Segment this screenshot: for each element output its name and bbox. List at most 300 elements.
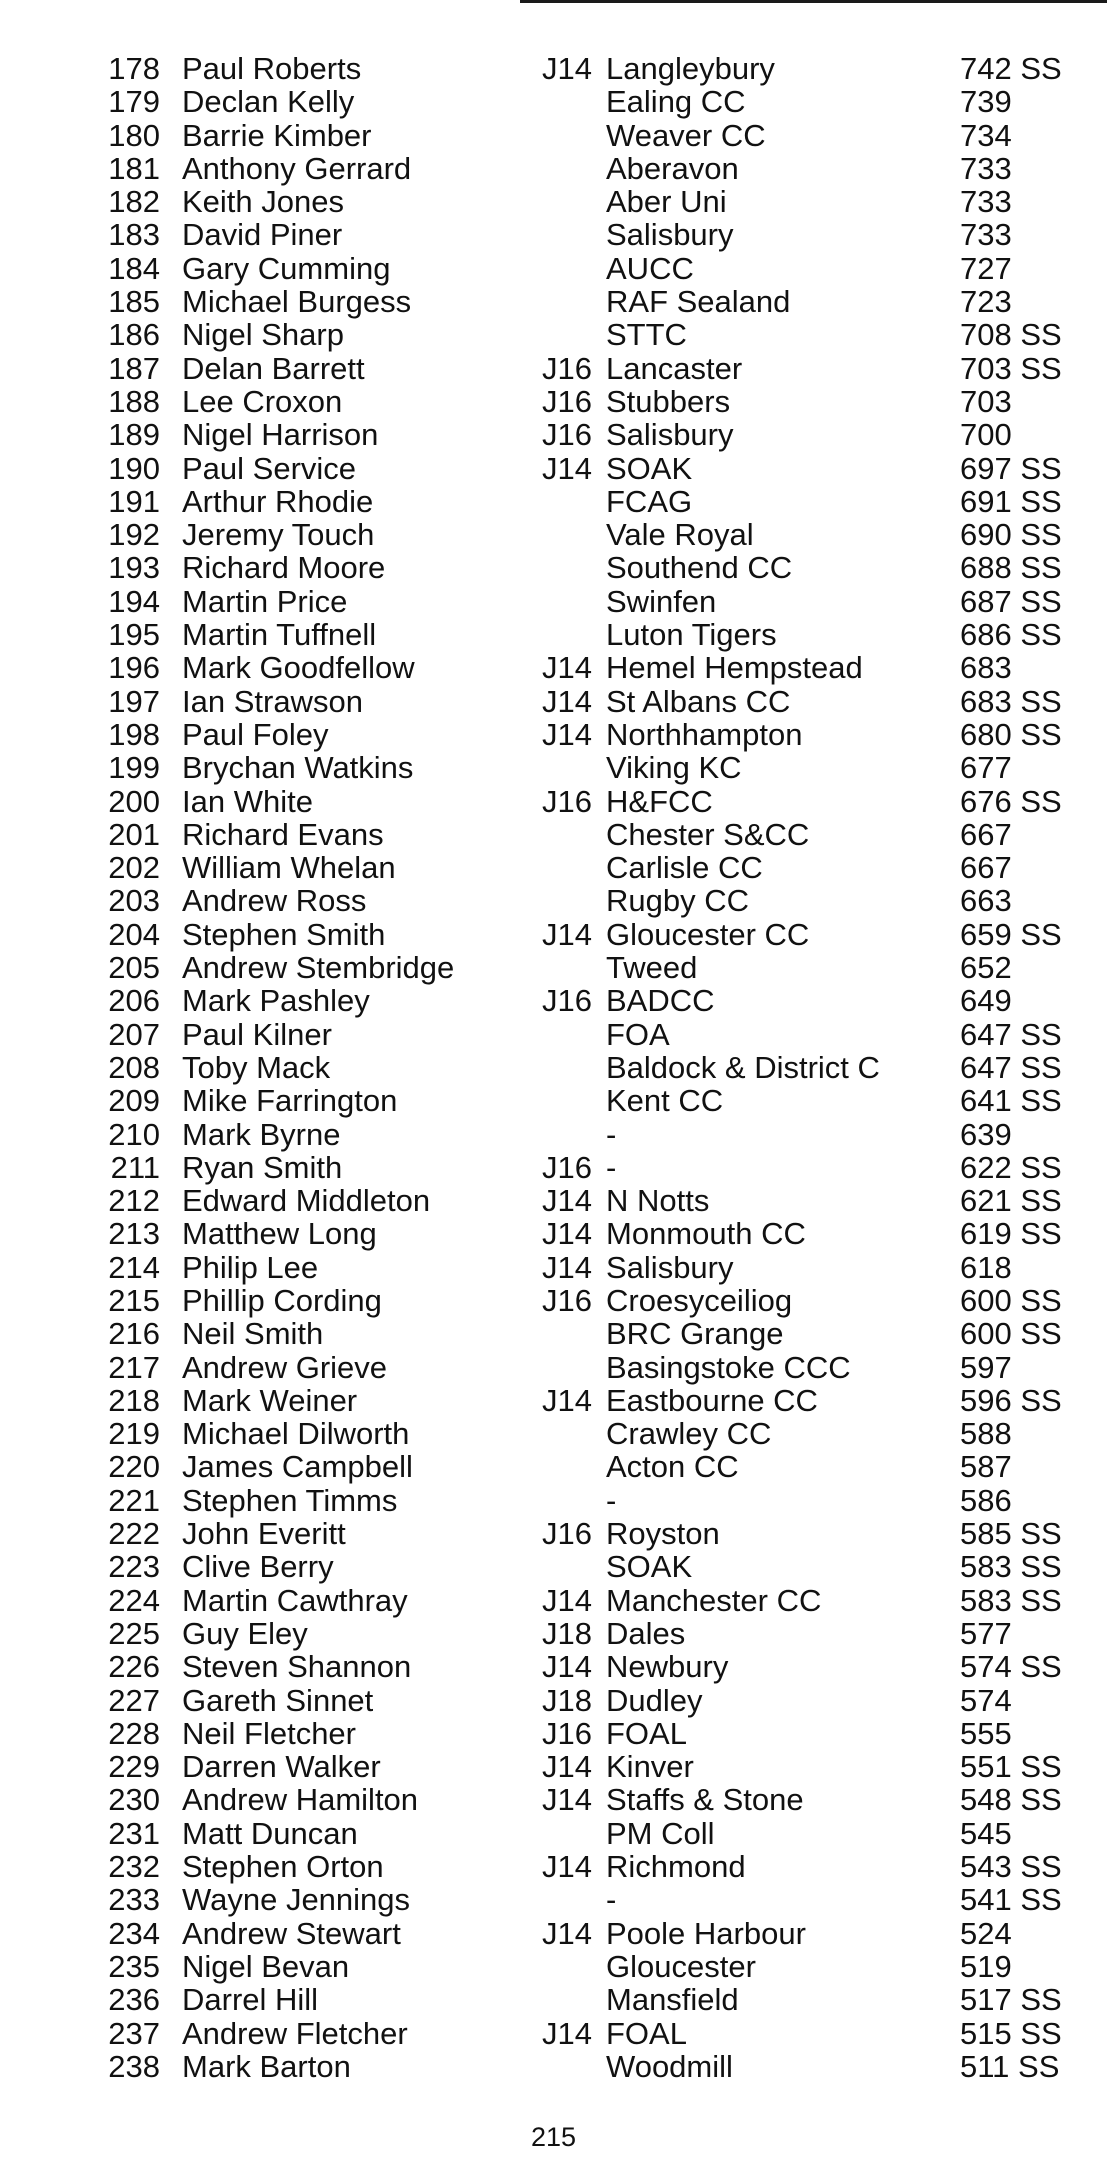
entry-score: 663 [960, 883, 1012, 919]
entry-score: 708 SS [960, 317, 1062, 353]
result-row [0, 1384, 1107, 1417]
entry-club: FCAG [606, 483, 693, 519]
entry-rank: 189 [108, 417, 160, 453]
result-row [0, 152, 1107, 185]
entry-name: Gareth Sinnet [182, 1682, 374, 1718]
entry-club: Northhampton [606, 716, 803, 752]
entry-score: 652 [960, 950, 1012, 986]
entry-club: Eastbourne CC [606, 1382, 818, 1418]
entry-name: Jeremy Touch [182, 517, 375, 553]
entry-rank: 224 [108, 1582, 160, 1618]
entry-name: Philip Lee [182, 1249, 319, 1285]
result-row [0, 252, 1107, 285]
entry-rank: 227 [108, 1682, 160, 1718]
entry-club: Basingstoke CCC [606, 1349, 851, 1385]
entry-score: 733 [960, 184, 1012, 220]
entry-name: Ian White [182, 783, 313, 819]
entry-club: Gloucester [606, 1948, 756, 1984]
entry-category: J14 [542, 1749, 592, 1785]
entry-name: Toby Mack [182, 1049, 331, 1085]
entry-score: 583 SS [960, 1582, 1062, 1618]
entry-name: Nigel Harrison [182, 417, 379, 453]
entry-club: Stubbers [606, 383, 731, 419]
entry-category: J18 [542, 1615, 592, 1651]
entry-category: J18 [542, 1682, 592, 1718]
entry-category: J14 [542, 1249, 592, 1285]
result-row [0, 551, 1107, 584]
entry-club: Hemel Hempstead [606, 650, 863, 686]
entry-club: Langleybury [606, 51, 775, 86]
result-row [0, 618, 1107, 651]
entry-name: Paul Foley [182, 716, 329, 752]
entry-name: Martin Price [182, 583, 348, 619]
entry-score: 600 SS [960, 1282, 1062, 1318]
entry-name: Andrew Stembridge [182, 950, 455, 986]
entry-name: Steven Shannon [182, 1649, 412, 1685]
entry-rank: 232 [108, 1849, 160, 1885]
entry-club: Royston [606, 1516, 720, 1552]
entry-rank: 222 [108, 1516, 160, 1552]
entry-rank: 185 [108, 284, 160, 320]
entry-club: Swinfen [606, 583, 717, 619]
entry-name: Darrel Hill [182, 1982, 319, 2018]
entry-rank: 182 [108, 184, 160, 220]
entry-club: Aber Uni [606, 184, 727, 220]
entry-name: Nigel Sharp [182, 317, 344, 353]
result-row [0, 884, 1107, 917]
entry-rank: 186 [108, 317, 160, 353]
entry-name: Paul Roberts [182, 51, 362, 86]
entry-rank: 200 [108, 783, 160, 819]
entry-score: 586 [960, 1482, 1012, 1518]
entry-name: Clive Berry [182, 1549, 334, 1585]
result-row [0, 385, 1107, 418]
entry-score: 647 SS [960, 1049, 1062, 1085]
result-row [0, 1617, 1107, 1650]
result-row [0, 1717, 1107, 1750]
entry-name: Paul Service [182, 450, 357, 486]
entry-name: John Everitt [182, 1516, 346, 1552]
entry-name: James Campbell [182, 1449, 413, 1485]
entry-rank: 196 [108, 650, 160, 686]
result-row [0, 318, 1107, 351]
entry-score: 511 SS [960, 2048, 1060, 2084]
entry-club: Acton CC [606, 1449, 739, 1485]
entry-name: Arthur Rhodie [182, 483, 374, 519]
result-row [0, 185, 1107, 218]
result-row [0, 1917, 1107, 1950]
result-row [0, 984, 1107, 1017]
entry-score: 585 SS [960, 1516, 1062, 1552]
entry-club: Chester S&CC [606, 816, 810, 852]
entry-rank: 210 [108, 1116, 160, 1152]
entry-name: Ryan Smith [182, 1149, 343, 1185]
entry-category: J16 [542, 417, 592, 453]
entry-name: Matthew Long [182, 1216, 377, 1252]
entry-name: Keith Jones [182, 184, 344, 220]
entry-club: N Notts [606, 1183, 710, 1219]
result-row [0, 1118, 1107, 1151]
result-row [0, 1184, 1107, 1217]
entry-rank: 229 [108, 1749, 160, 1785]
entry-club: Ealing CC [606, 84, 746, 120]
entry-score: 659 SS [960, 916, 1062, 952]
result-row [0, 1018, 1107, 1051]
entry-category: J14 [542, 1582, 592, 1618]
page-number: 215 [530, 2122, 577, 2152]
entry-name: Andrew Hamilton [182, 1782, 419, 1818]
entry-score: 683 [960, 650, 1012, 686]
entry-category: J14 [542, 650, 592, 686]
entry-score: 621 SS [960, 1183, 1062, 1219]
entry-score: 543 SS [960, 1849, 1062, 1885]
entry-club: - [606, 1116, 617, 1152]
entry-rank: 238 [108, 2048, 160, 2084]
entry-name: Martin Tuffnell [182, 617, 377, 653]
entry-club: Kent CC [606, 1083, 724, 1119]
entry-club: Woodmill [606, 2048, 733, 2084]
entry-name: Brychan Watkins [182, 750, 414, 786]
entry-name: Matt Duncan [182, 1815, 358, 1851]
entry-rank: 191 [108, 483, 160, 519]
entry-category: J14 [542, 2015, 592, 2051]
entry-club: FOAL [606, 2015, 687, 2051]
entry-name: Richard Evans [182, 816, 384, 852]
entry-rank: 225 [108, 1615, 160, 1651]
entry-score: 667 [960, 816, 1012, 852]
entry-name: Guy Eley [182, 1615, 308, 1651]
entry-rank: 203 [108, 883, 160, 919]
entry-category: J16 [542, 350, 592, 386]
entry-rank: 180 [108, 117, 160, 153]
entry-club: Kinver [606, 1749, 694, 1785]
entry-name: Wayne Jennings [182, 1882, 411, 1918]
entry-score: 574 SS [960, 1649, 1062, 1685]
entry-name: Delan Barrett [182, 350, 365, 386]
entry-rank: 208 [108, 1049, 160, 1085]
result-row [0, 1850, 1107, 1883]
entry-rank: 205 [108, 950, 160, 986]
result-row [0, 685, 1107, 718]
entry-club: Croesyceiliog [606, 1282, 793, 1318]
entry-score: 677 [960, 750, 1012, 786]
result-row [0, 1450, 1107, 1483]
entry-name: Mark Byrne [182, 1116, 341, 1152]
entry-score: 680 SS [960, 716, 1062, 752]
result-row [0, 751, 1107, 784]
entry-rank: 228 [108, 1715, 160, 1751]
entry-rank: 201 [108, 816, 160, 852]
entry-rank: 187 [108, 350, 160, 386]
entry-score: 548 SS [960, 1782, 1062, 1818]
entry-name: Stephen Orton [182, 1849, 384, 1885]
entry-rank: 213 [108, 1216, 160, 1252]
entry-club: Southend CC [606, 550, 793, 586]
result-row [0, 1684, 1107, 1717]
entry-club: BADCC [606, 983, 715, 1019]
entry-club: - [606, 1882, 617, 1918]
entry-name: Barrie Kimber [182, 117, 372, 153]
entry-score: 597 [960, 1349, 1012, 1385]
entry-club: Dudley [606, 1682, 703, 1718]
entry-rank: 226 [108, 1649, 160, 1685]
result-row [0, 951, 1107, 984]
result-row [0, 1484, 1107, 1517]
entry-category: J14 [542, 1382, 592, 1418]
entry-club: FOAL [606, 1715, 687, 1751]
entry-name: Mike Farrington [182, 1083, 398, 1119]
result-row [0, 918, 1107, 951]
result-row [0, 1284, 1107, 1317]
entry-score: 517 SS [960, 1982, 1062, 2018]
entry-club: Luton Tigers [606, 617, 777, 653]
entry-rank: 219 [108, 1416, 160, 1452]
result-row [0, 1783, 1107, 1816]
result-row [0, 651, 1107, 684]
entry-category: J16 [542, 1282, 592, 1318]
entry-category: J14 [542, 1782, 592, 1818]
result-row [0, 1983, 1107, 2016]
entry-rank: 236 [108, 1982, 160, 2018]
entry-rank: 237 [108, 2015, 160, 2051]
entry-score: 667 [960, 850, 1012, 886]
entry-club: Lancaster [606, 350, 743, 386]
entry-club: Baldock & District C [606, 1049, 880, 1085]
entry-club: Salisbury [606, 417, 734, 453]
entry-rank: 178 [108, 51, 160, 86]
entry-rank: 194 [108, 583, 160, 619]
result-row [0, 1817, 1107, 1850]
entry-club: - [606, 1149, 617, 1185]
entry-club: BRC Grange [606, 1316, 784, 1352]
entry-score: 742 SS [960, 51, 1062, 86]
entry-score: 555 [960, 1715, 1012, 1751]
result-row [0, 1417, 1107, 1450]
entry-club: Salisbury [606, 217, 734, 253]
entry-score: 649 [960, 983, 1012, 1019]
result-row [0, 285, 1107, 318]
entry-score: 676 SS [960, 783, 1062, 819]
entry-name: Anthony Gerrard [182, 150, 412, 186]
entry-rank: 230 [108, 1782, 160, 1818]
entry-rank: 199 [108, 750, 160, 786]
entry-rank: 223 [108, 1549, 160, 1585]
entry-score: 545 [960, 1815, 1012, 1851]
result-row [0, 452, 1107, 485]
entry-score: 619 SS [960, 1216, 1062, 1252]
entry-club: Newbury [606, 1649, 729, 1685]
entry-rank: 190 [108, 450, 160, 486]
entry-club: Salisbury [606, 1249, 734, 1285]
entry-score: 690 SS [960, 517, 1062, 553]
entry-club: Staffs & Stone [606, 1782, 804, 1818]
entry-rank: 217 [108, 1349, 160, 1385]
entry-name: Mark Weiner [182, 1382, 358, 1418]
result-row [0, 1084, 1107, 1117]
entry-score: 524 [960, 1915, 1012, 1951]
entry-club: Aberavon [606, 150, 739, 186]
entry-score: 583 SS [960, 1549, 1062, 1585]
entry-score: 588 [960, 1416, 1012, 1452]
entry-score: 519 [960, 1948, 1012, 1984]
entry-name: Andrew Fletcher [182, 2015, 408, 2051]
entry-score: 683 SS [960, 683, 1062, 719]
entry-name: William Whelan [182, 850, 396, 886]
entry-score: 639 [960, 1116, 1012, 1152]
entry-rank: 197 [108, 683, 160, 719]
entry-rank: 209 [108, 1083, 160, 1119]
entry-name: Andrew Grieve [182, 1349, 388, 1385]
result-row [0, 518, 1107, 551]
entry-rank: 206 [108, 983, 160, 1019]
entry-name: Mark Goodfellow [182, 650, 415, 686]
entry-rank: 202 [108, 850, 160, 886]
entry-category: J16 [542, 783, 592, 819]
entry-rank: 183 [108, 217, 160, 253]
entry-name: Gary Cumming [182, 250, 391, 286]
entry-rank: 220 [108, 1449, 160, 1485]
result-row [0, 1351, 1107, 1384]
entry-name: Michael Dilworth [182, 1416, 410, 1452]
entry-name: Andrew Ross [182, 883, 367, 919]
result-row [0, 1750, 1107, 1783]
entry-name: Martin Cawthray [182, 1582, 408, 1618]
results-list [0, 52, 1107, 2083]
result-row [0, 851, 1107, 884]
entry-club: RAF Sealand [606, 284, 791, 320]
entry-name: Darren Walker [182, 1749, 381, 1785]
entry-rank: 231 [108, 1815, 160, 1851]
entry-score: 700 [960, 417, 1012, 453]
entry-name: Ian Strawson [182, 683, 363, 719]
result-row [0, 1517, 1107, 1550]
entry-club: SOAK [606, 450, 693, 486]
entry-score: 727 [960, 250, 1012, 286]
entry-club: STTC [606, 317, 687, 353]
entry-club: SOAK [606, 1549, 693, 1585]
entry-category: J16 [542, 983, 592, 1019]
entry-name: Andrew Stewart [182, 1915, 401, 1951]
result-row [0, 85, 1107, 118]
entry-score: 733 [960, 150, 1012, 186]
entry-club: Richmond [606, 1849, 746, 1885]
entry-category: J14 [542, 1849, 592, 1885]
entry-name: Mark Barton [182, 2048, 351, 2084]
entry-club: FOA [606, 1016, 670, 1052]
result-row [0, 485, 1107, 518]
entry-rank: 221 [108, 1482, 160, 1518]
entry-score: 541 SS [960, 1882, 1062, 1918]
entry-rank: 184 [108, 250, 160, 286]
entry-category: J14 [542, 716, 592, 752]
result-row [0, 1883, 1107, 1916]
entry-score: 723 [960, 284, 1012, 320]
entry-category: J14 [542, 1183, 592, 1219]
entry-rank: 212 [108, 1183, 160, 1219]
result-row [0, 1251, 1107, 1284]
entry-name: Mark Pashley [182, 983, 370, 1019]
entry-name: Lee Croxon [182, 383, 343, 419]
entry-club: Vale Royal [606, 517, 754, 553]
entry-category: J14 [542, 1649, 592, 1685]
result-row [0, 1317, 1107, 1350]
entry-club: Tweed [606, 950, 698, 986]
entry-rank: 218 [108, 1382, 160, 1418]
entry-rank: 234 [108, 1915, 160, 1951]
entry-category: J14 [542, 683, 592, 719]
entry-score: 577 [960, 1615, 1012, 1651]
entry-score: 733 [960, 217, 1012, 253]
result-row [0, 218, 1107, 251]
entry-club: Manchester CC [606, 1582, 822, 1618]
entry-name: Declan Kelly [182, 84, 355, 120]
entry-name: Edward Middleton [182, 1183, 431, 1219]
entry-name: Nigel Bevan [182, 1948, 350, 1984]
entry-category: J14 [542, 1915, 592, 1951]
entry-name: Neil Fletcher [182, 1715, 356, 1751]
entry-score: 622 SS [960, 1149, 1062, 1185]
entry-category: J14 [542, 450, 592, 486]
entry-club: Crawley CC [606, 1416, 772, 1452]
entry-name: David Piner [182, 217, 343, 253]
entry-club: Carlisle CC [606, 850, 763, 886]
result-row [0, 1151, 1107, 1184]
entry-rank: 198 [108, 716, 160, 752]
entry-score: 703 SS [960, 350, 1062, 386]
result-row [0, 1550, 1107, 1583]
result-row [0, 52, 1107, 85]
entry-club: St Albans CC [606, 683, 791, 719]
entry-rank: 179 [108, 84, 160, 120]
entry-score: 515 SS [960, 2015, 1062, 2051]
entry-score: 641 SS [960, 1083, 1062, 1119]
entry-club: Rugby CC [606, 883, 749, 919]
entry-rank: 181 [108, 150, 160, 186]
entry-score: 734 [960, 117, 1012, 153]
entry-club: Gloucester CC [606, 916, 810, 952]
entry-score: 687 SS [960, 583, 1062, 619]
entry-rank: 192 [108, 517, 160, 553]
entry-name: Stephen Smith [182, 916, 386, 952]
entry-score: 688 SS [960, 550, 1062, 586]
entry-score: 596 SS [960, 1382, 1062, 1418]
entry-club: PM Coll [606, 1815, 715, 1851]
entry-name: Richard Moore [182, 550, 386, 586]
entry-name: Stephen Timms [182, 1482, 398, 1518]
entry-score: 739 [960, 84, 1012, 120]
result-row [0, 352, 1107, 385]
entry-category: J16 [542, 383, 592, 419]
entry-category: J16 [542, 1715, 592, 1751]
entry-category: J14 [542, 1216, 592, 1252]
entry-club: Weaver CC [606, 117, 766, 153]
entry-score: 618 [960, 1249, 1012, 1285]
result-row [0, 585, 1107, 618]
entry-rank: 215 [108, 1282, 160, 1318]
entry-name: Phillip Cording [182, 1282, 382, 1318]
entry-club: Monmouth CC [606, 1216, 806, 1252]
entry-score: 600 SS [960, 1316, 1062, 1352]
entry-rank: 211 [110, 1149, 160, 1185]
entry-score: 587 [960, 1449, 1012, 1485]
entry-score: 647 SS [960, 1016, 1062, 1052]
top-rule [520, 0, 1107, 3]
result-row [0, 1950, 1107, 1983]
entry-name: Paul Kilner [182, 1016, 332, 1052]
entry-score: 551 SS [960, 1749, 1062, 1785]
result-row [0, 718, 1107, 751]
entry-rank: 207 [108, 1016, 160, 1052]
